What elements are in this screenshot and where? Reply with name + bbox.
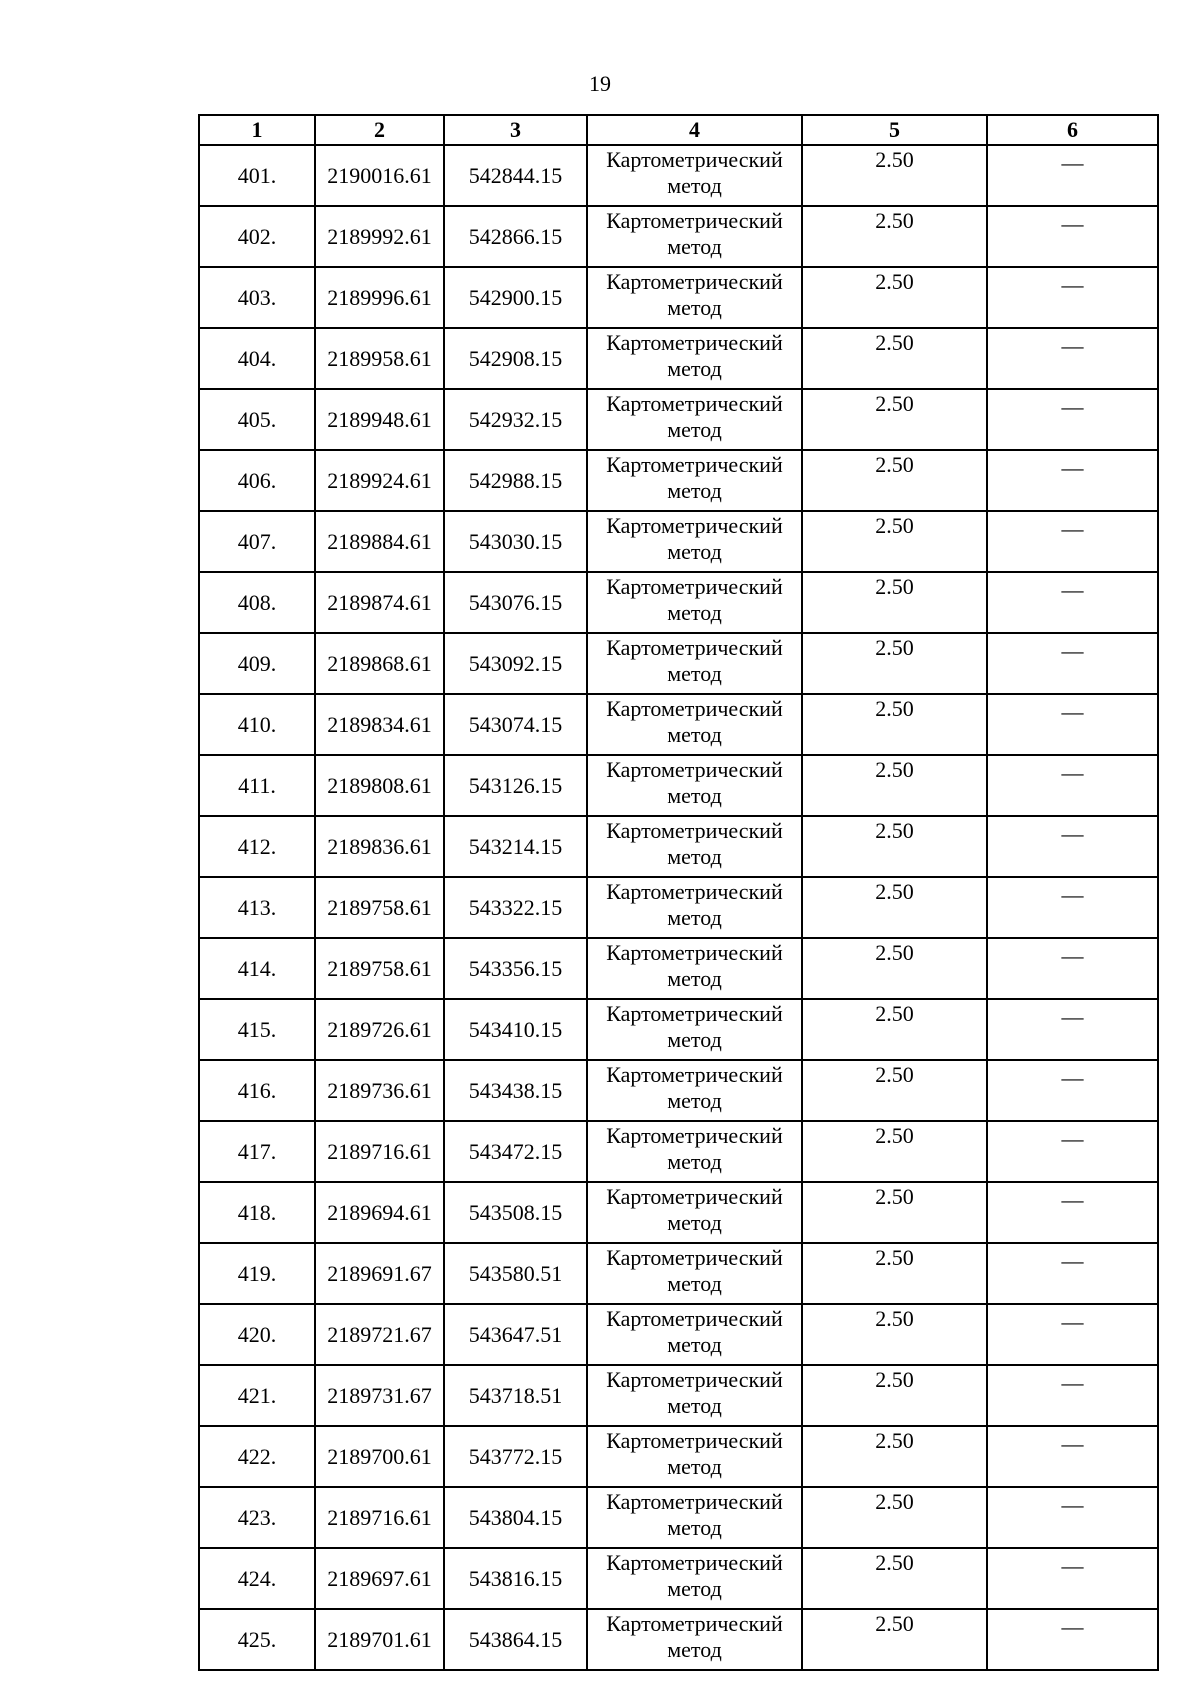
x-coordinate-cell: 2189758.61 (315, 877, 444, 938)
method-line-2: метод (667, 661, 722, 686)
precision-cell: 2.50 (802, 1426, 987, 1487)
point-number-cell: 425. (199, 1609, 315, 1670)
point-number-cell: 408. (199, 572, 315, 633)
note-dash: — (1061, 1614, 1084, 1639)
note-cell (987, 328, 1158, 389)
note-dash: — (1061, 1187, 1084, 1212)
y-coordinate-cell: 543772.15 (444, 1426, 587, 1487)
note-cell (987, 877, 1158, 938)
point-number-cell: 419. (199, 1243, 315, 1304)
precision-cell: 2.50 (802, 1182, 987, 1243)
y-coordinate-cell: 542988.15 (444, 450, 587, 511)
method-cell (587, 572, 802, 633)
method-cell (587, 755, 802, 816)
precision-cell: 2.50 (802, 1304, 987, 1365)
note-dash: — (1061, 760, 1084, 785)
method-cell (587, 694, 802, 755)
method-line-2: метод (667, 478, 722, 503)
x-coordinate-cell: 2189694.61 (315, 1182, 444, 1243)
point-number-cell: 407. (199, 511, 315, 572)
method-cell (587, 1182, 802, 1243)
note-dash: — (1061, 516, 1084, 541)
header-col-5: 5 (802, 115, 987, 145)
method-cell (587, 511, 802, 572)
note-dash: — (1061, 211, 1084, 236)
point-number-cell: 416. (199, 1060, 315, 1121)
header-col-4: 4 (587, 115, 802, 145)
note-dash: — (1061, 1065, 1084, 1090)
method-cell (587, 816, 802, 877)
method-cell (587, 999, 802, 1060)
method-line-2: метод (667, 600, 722, 625)
precision-cell: 2.50 (802, 1121, 987, 1182)
note-dash: — (1061, 455, 1084, 480)
y-coordinate-cell: 542844.15 (444, 145, 587, 206)
table-row (199, 145, 1158, 206)
method-line-2: метод (667, 1576, 722, 1601)
note-dash: — (1061, 882, 1084, 907)
method-line-1: Картометрический (606, 1428, 783, 1453)
table-row (199, 938, 1158, 999)
note-cell (987, 816, 1158, 877)
method-line-1: Картометрический (606, 269, 783, 294)
method-line-2: метод (667, 173, 722, 198)
y-coordinate-cell: 543718.51 (444, 1365, 587, 1426)
x-coordinate-cell: 2189948.61 (315, 389, 444, 450)
precision-cell: 2.50 (802, 1365, 987, 1426)
method-cell (587, 145, 802, 206)
table-row (199, 1121, 1158, 1182)
method-line-1: Картометрический (606, 757, 783, 782)
precision-cell: 2.50 (802, 1609, 987, 1670)
method-cell (587, 938, 802, 999)
note-dash: — (1061, 1553, 1084, 1578)
point-number-cell: 418. (199, 1182, 315, 1243)
table-body (199, 145, 1158, 1670)
note-cell (987, 511, 1158, 572)
precision-cell: 2.50 (802, 206, 987, 267)
precision-cell: 2.50 (802, 145, 987, 206)
note-dash: — (1061, 333, 1084, 358)
point-number-cell: 409. (199, 633, 315, 694)
method-line-1: Картометрический (606, 1306, 783, 1331)
note-cell (987, 450, 1158, 511)
precision-cell: 2.50 (802, 511, 987, 572)
method-cell (587, 450, 802, 511)
method-cell (587, 1426, 802, 1487)
method-line-1: Картометрический (606, 1245, 783, 1270)
note-cell (987, 206, 1158, 267)
method-line-2: метод (667, 417, 722, 442)
y-coordinate-cell: 543804.15 (444, 1487, 587, 1548)
x-coordinate-cell: 2189808.61 (315, 755, 444, 816)
y-coordinate-cell: 543816.15 (444, 1548, 587, 1609)
note-cell (987, 755, 1158, 816)
method-line-2: метод (667, 234, 722, 259)
method-cell (587, 1304, 802, 1365)
point-number-cell: 424. (199, 1548, 315, 1609)
method-cell (587, 1243, 802, 1304)
x-coordinate-cell: 2189691.67 (315, 1243, 444, 1304)
method-line-2: метод (667, 1393, 722, 1418)
y-coordinate-cell: 543580.51 (444, 1243, 587, 1304)
method-line-1: Картометрический (606, 1489, 783, 1514)
note-cell (987, 999, 1158, 1060)
precision-cell: 2.50 (802, 389, 987, 450)
precision-cell: 2.50 (802, 999, 987, 1060)
method-line-2: метод (667, 844, 722, 869)
method-line-2: метод (667, 905, 722, 930)
method-cell (587, 1548, 802, 1609)
table-row (199, 999, 1158, 1060)
method-line-2: метод (667, 783, 722, 808)
method-line-2: метод (667, 1637, 722, 1662)
method-cell (587, 1487, 802, 1548)
method-line-1: Картометрический (606, 147, 783, 172)
method-line-2: метод (667, 1088, 722, 1113)
method-line-2: метод (667, 1027, 722, 1052)
x-coordinate-cell: 2189701.61 (315, 1609, 444, 1670)
table-row (199, 1304, 1158, 1365)
method-cell (587, 206, 802, 267)
x-coordinate-cell: 2189836.61 (315, 816, 444, 877)
header-col-2: 2 (315, 115, 444, 145)
y-coordinate-cell: 543508.15 (444, 1182, 587, 1243)
point-number-cell: 412. (199, 816, 315, 877)
point-number-cell: 415. (199, 999, 315, 1060)
y-coordinate-cell: 543410.15 (444, 999, 587, 1060)
point-number-cell: 401. (199, 145, 315, 206)
x-coordinate-cell: 2189731.67 (315, 1365, 444, 1426)
header-col-6: 6 (987, 115, 1158, 145)
table-row (199, 1426, 1158, 1487)
note-dash: — (1061, 394, 1084, 419)
precision-cell: 2.50 (802, 450, 987, 511)
method-cell (587, 1060, 802, 1121)
point-number-cell: 420. (199, 1304, 315, 1365)
precision-cell: 2.50 (802, 1548, 987, 1609)
note-cell (987, 1243, 1158, 1304)
point-number-cell: 423. (199, 1487, 315, 1548)
table-row (199, 389, 1158, 450)
method-cell (587, 633, 802, 694)
method-line-1: Картометрический (606, 940, 783, 965)
y-coordinate-cell: 543322.15 (444, 877, 587, 938)
precision-cell: 2.50 (802, 1487, 987, 1548)
table-row (199, 633, 1158, 694)
table-row (199, 1548, 1158, 1609)
table-row (199, 1243, 1158, 1304)
y-coordinate-cell: 543356.15 (444, 938, 587, 999)
method-line-2: метод (667, 1515, 722, 1540)
note-dash: — (1061, 638, 1084, 663)
table-row (199, 816, 1158, 877)
note-cell (987, 633, 1158, 694)
table-row (199, 877, 1158, 938)
table-row (199, 328, 1158, 389)
table-row (199, 755, 1158, 816)
x-coordinate-cell: 2189721.67 (315, 1304, 444, 1365)
x-coordinate-cell: 2189924.61 (315, 450, 444, 511)
note-dash: — (1061, 150, 1084, 175)
note-cell (987, 1304, 1158, 1365)
x-coordinate-cell: 2189874.61 (315, 572, 444, 633)
precision-cell: 2.50 (802, 1243, 987, 1304)
note-cell (987, 938, 1158, 999)
method-line-1: Картометрический (606, 1367, 783, 1392)
table-row (199, 1487, 1158, 1548)
note-dash: — (1061, 821, 1084, 846)
table-row (199, 1365, 1158, 1426)
method-line-1: Картометрический (606, 391, 783, 416)
note-cell (987, 145, 1158, 206)
method-cell (587, 877, 802, 938)
table-row (199, 1609, 1158, 1670)
precision-cell: 2.50 (802, 633, 987, 694)
method-line-2: метод (667, 722, 722, 747)
note-dash: — (1061, 272, 1084, 297)
y-coordinate-cell: 542866.15 (444, 206, 587, 267)
method-cell (587, 267, 802, 328)
point-number-cell: 417. (199, 1121, 315, 1182)
table-row (199, 267, 1158, 328)
coordinates-table (198, 114, 1159, 1671)
x-coordinate-cell: 2189726.61 (315, 999, 444, 1060)
y-coordinate-cell: 543126.15 (444, 755, 587, 816)
y-coordinate-cell: 543074.15 (444, 694, 587, 755)
y-coordinate-cell: 542900.15 (444, 267, 587, 328)
note-cell (987, 1060, 1158, 1121)
precision-cell: 2.50 (802, 877, 987, 938)
point-number-cell: 403. (199, 267, 315, 328)
x-coordinate-cell: 2189736.61 (315, 1060, 444, 1121)
point-number-cell: 405. (199, 389, 315, 450)
note-dash: — (1061, 1004, 1084, 1029)
note-dash: — (1061, 943, 1084, 968)
table-row (199, 572, 1158, 633)
header-col-3: 3 (444, 115, 587, 145)
precision-cell: 2.50 (802, 694, 987, 755)
x-coordinate-cell: 2189700.61 (315, 1426, 444, 1487)
method-line-2: метод (667, 1332, 722, 1357)
precision-cell: 2.50 (802, 328, 987, 389)
precision-cell: 2.50 (802, 572, 987, 633)
y-coordinate-cell: 543438.15 (444, 1060, 587, 1121)
method-cell (587, 1121, 802, 1182)
note-cell (987, 1548, 1158, 1609)
y-coordinate-cell: 543214.15 (444, 816, 587, 877)
table-header-row (199, 115, 1158, 145)
method-line-2: метод (667, 1210, 722, 1235)
point-number-cell: 411. (199, 755, 315, 816)
method-cell (587, 389, 802, 450)
note-dash: — (1061, 577, 1084, 602)
x-coordinate-cell: 2189834.61 (315, 694, 444, 755)
method-line-2: метод (667, 539, 722, 564)
method-cell (587, 1609, 802, 1670)
note-dash: — (1061, 1309, 1084, 1334)
method-line-1: Картометрический (606, 879, 783, 904)
method-line-1: Картометрический (606, 452, 783, 477)
y-coordinate-cell: 543472.15 (444, 1121, 587, 1182)
y-coordinate-cell: 543030.15 (444, 511, 587, 572)
note-cell (987, 694, 1158, 755)
note-cell (987, 1487, 1158, 1548)
method-cell (587, 1365, 802, 1426)
x-coordinate-cell: 2189758.61 (315, 938, 444, 999)
precision-cell: 2.50 (802, 267, 987, 328)
method-line-1: Картометрический (606, 1123, 783, 1148)
point-number-cell: 413. (199, 877, 315, 938)
method-line-1: Картометрический (606, 1611, 783, 1636)
x-coordinate-cell: 2189884.61 (315, 511, 444, 572)
y-coordinate-cell: 543647.51 (444, 1304, 587, 1365)
method-line-1: Картометрический (606, 1550, 783, 1575)
method-line-1: Картометрический (606, 1062, 783, 1087)
x-coordinate-cell: 2189697.61 (315, 1548, 444, 1609)
method-line-2: метод (667, 1149, 722, 1174)
note-cell (987, 1121, 1158, 1182)
y-coordinate-cell: 542908.15 (444, 328, 587, 389)
method-line-2: метод (667, 295, 722, 320)
method-line-1: Картометрический (606, 635, 783, 660)
method-line-1: Картометрический (606, 1001, 783, 1026)
y-coordinate-cell: 542932.15 (444, 389, 587, 450)
note-dash: — (1061, 1431, 1084, 1456)
note-dash: — (1061, 1248, 1084, 1273)
x-coordinate-cell: 2190016.61 (315, 145, 444, 206)
method-line-1: Картометрический (606, 1184, 783, 1209)
method-line-1: Картометрический (606, 513, 783, 538)
precision-cell: 2.50 (802, 938, 987, 999)
method-cell (587, 328, 802, 389)
table-row (199, 694, 1158, 755)
table-row (199, 511, 1158, 572)
point-number-cell: 410. (199, 694, 315, 755)
note-dash: — (1061, 1126, 1084, 1151)
y-coordinate-cell: 543864.15 (444, 1609, 587, 1670)
y-coordinate-cell: 543092.15 (444, 633, 587, 694)
precision-cell: 2.50 (802, 816, 987, 877)
x-coordinate-cell: 2189716.61 (315, 1487, 444, 1548)
precision-cell: 2.50 (802, 1060, 987, 1121)
table-row (199, 1182, 1158, 1243)
method-line-1: Картометрический (606, 696, 783, 721)
method-line-2: метод (667, 1454, 722, 1479)
x-coordinate-cell: 2189958.61 (315, 328, 444, 389)
y-coordinate-cell: 543076.15 (444, 572, 587, 633)
point-number-cell: 414. (199, 938, 315, 999)
page-number: 19 (589, 71, 611, 96)
note-cell (987, 1609, 1158, 1670)
method-line-2: метод (667, 356, 722, 381)
table-row (199, 450, 1158, 511)
note-dash: — (1061, 1492, 1084, 1517)
x-coordinate-cell: 2189992.61 (315, 206, 444, 267)
method-line-2: метод (667, 1271, 722, 1296)
point-number-cell: 406. (199, 450, 315, 511)
method-line-1: Картометрический (606, 208, 783, 233)
note-dash: — (1061, 1370, 1084, 1395)
note-cell (987, 1426, 1158, 1487)
header-col-1: 1 (199, 115, 315, 145)
table-row (199, 1060, 1158, 1121)
note-dash: — (1061, 699, 1084, 724)
note-cell (987, 389, 1158, 450)
point-number-cell: 422. (199, 1426, 315, 1487)
note-cell (987, 1365, 1158, 1426)
note-cell (987, 1182, 1158, 1243)
x-coordinate-cell: 2189868.61 (315, 633, 444, 694)
point-number-cell: 402. (199, 206, 315, 267)
table-row (199, 206, 1158, 267)
method-line-1: Картометрический (606, 574, 783, 599)
method-line-1: Картометрический (606, 818, 783, 843)
precision-cell: 2.50 (802, 755, 987, 816)
point-number-cell: 421. (199, 1365, 315, 1426)
method-line-1: Картометрический (606, 330, 783, 355)
point-number-cell: 404. (199, 328, 315, 389)
x-coordinate-cell: 2189716.61 (315, 1121, 444, 1182)
method-line-2: метод (667, 966, 722, 991)
note-cell (987, 267, 1158, 328)
note-cell (987, 572, 1158, 633)
x-coordinate-cell: 2189996.61 (315, 267, 444, 328)
